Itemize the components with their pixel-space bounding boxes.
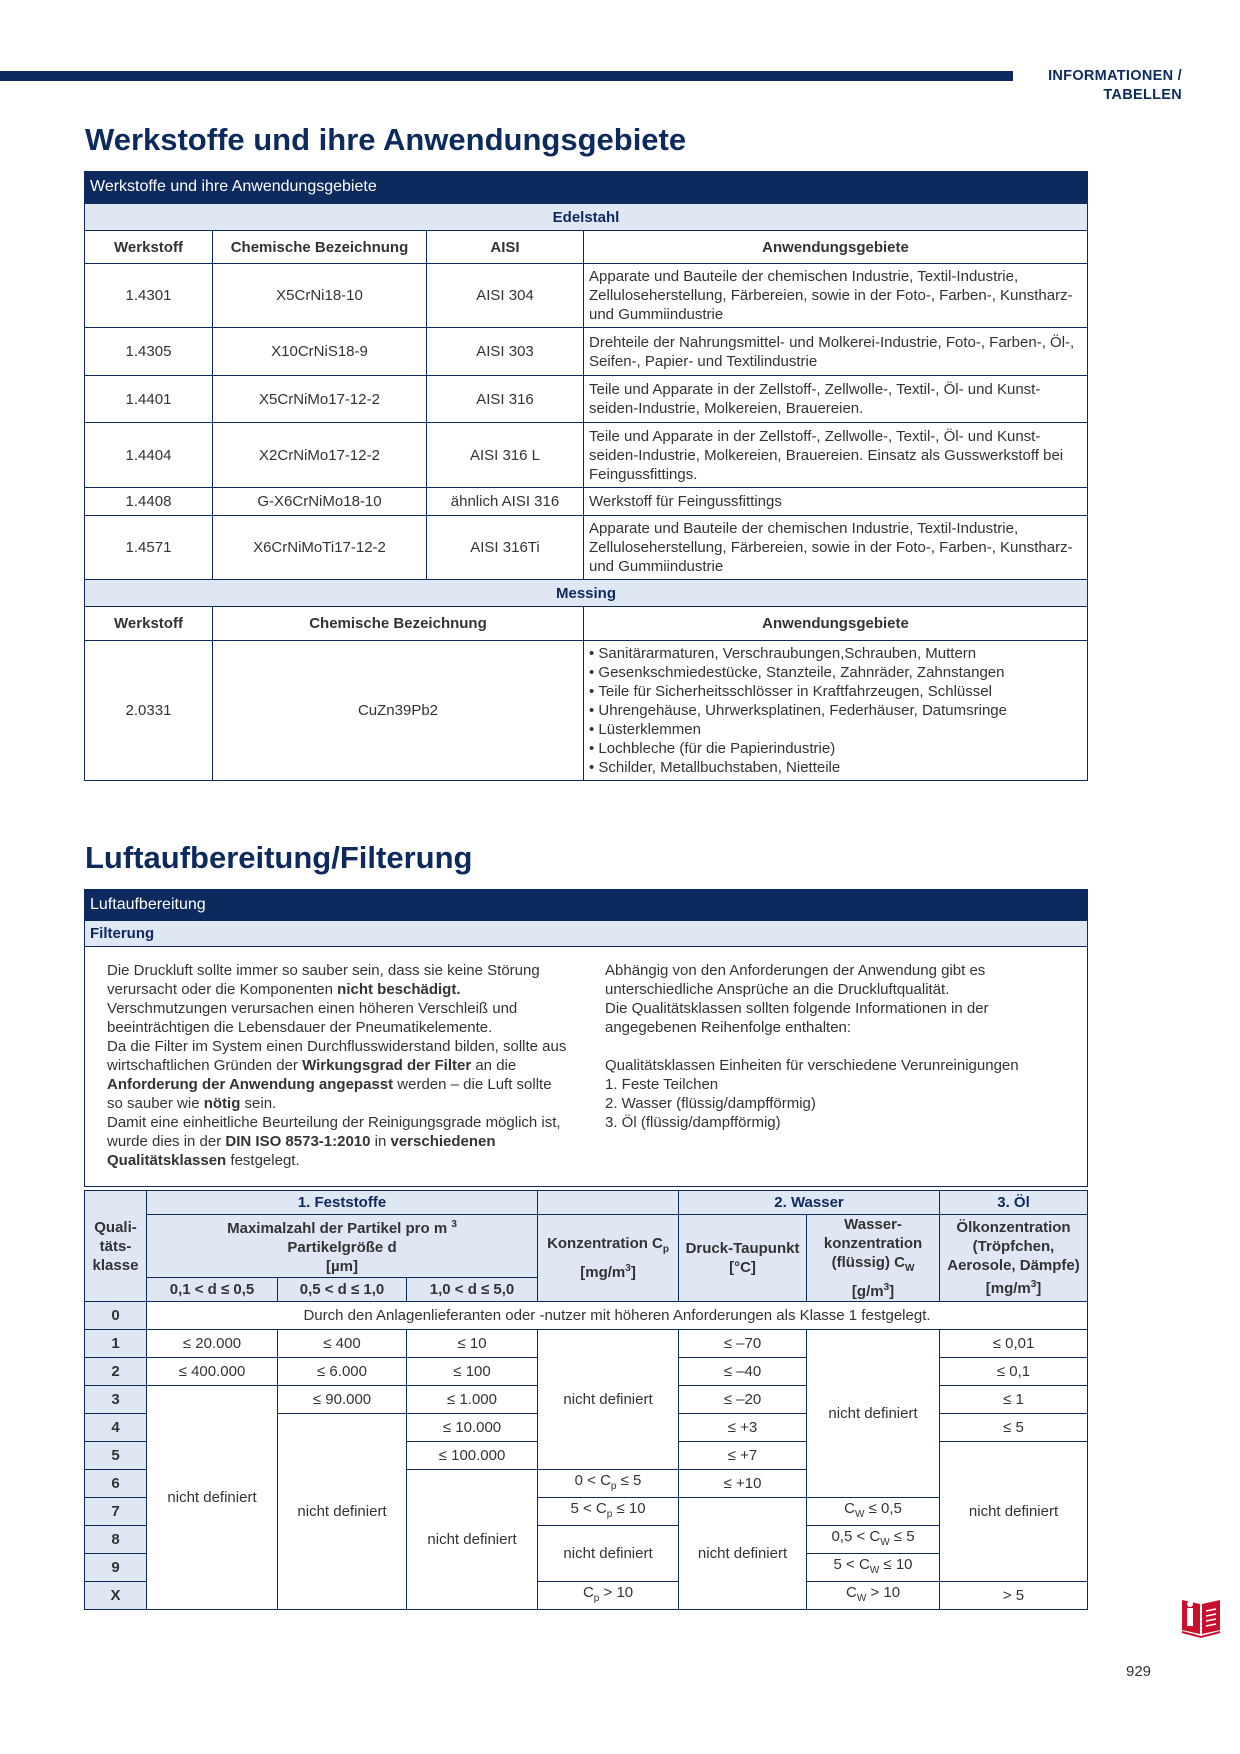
cell-chem: X5CrNiMo17-12-2 [213,376,427,423]
h-wkonz: Wasser- konzentration (flüssig) $C_W$ $[g/m^3]$ [807,1215,940,1302]
cell-chem: X2CrNiMo17-12-2 [213,423,427,488]
para-r2: Die Qualitätsklassen sollten folgende Informationen in der angegebenen Reihenfolge enthalten: [605,1000,989,1036]
cell-aisi: AISI 316Ti [427,516,584,580]
col-aisi: AISI [427,231,584,264]
page-number: 929 [1126,1663,1152,1680]
cell-w7: $C_W \le 0,5$ [807,1498,940,1526]
qk-label: Quali-täts-klasse [85,1191,147,1302]
luft-bar: Luftaufbereitung [84,889,1088,921]
col-werkstoff: Werkstoff [85,231,213,264]
cell-chem: CuZn39Pb2 [213,641,584,781]
cell-anwendung: Drehteile der Nahrungsmittel- und Molkerei-Industrie, Foto-, Farben-, Öl-, Seifen-, Papier- und Textilindustrie [584,328,1088,376]
grp-feststoffe: 1. Feststoffe [147,1191,538,1215]
row0-text: Durch den Anlagenlieferanten oder -nutzer mit höheren Anforderungen als Klasse 1 festgelegt. [147,1302,1088,1330]
class-cell: 3 [85,1386,147,1414]
cell-w8: $0,5 < C_W \le 5$ [807,1526,940,1554]
cell-werkstoff: 1.4408 [85,488,213,516]
class-cell: 2 [85,1358,147,1386]
h-d1: 0,1 < d ≤ 0,5 [147,1277,278,1301]
list-item: • Sanitärarmaturen, Verschraubungen,Schrauben, Muttern [589,644,1082,663]
table-row [85,376,1088,423]
cell-aisi: AISI 316 L [427,423,584,488]
h-d2: 0,5 < d ≤ 1,0 [278,1277,407,1301]
cell-aisi: ähnlich AISI 316 [427,488,584,516]
cell-konz7: $5 < C_p \le 10$ [538,1498,679,1526]
anwendung-list [589,644,1082,777]
class-cell: X [85,1582,147,1610]
cell-anwendung [584,641,1088,781]
werkstoffe-table-box [84,171,1088,781]
cell-wX: $C_W > 10$ [807,1582,940,1610]
filterung-right-column [605,961,1065,1170]
list-item: 2. Wasser (flüssig/dampfförmig) [605,1095,816,1112]
cell-nd-f3: nicht definiert [407,1470,538,1610]
para-1: Die Druckluft sollte immer so sauber sein, dass sie keine Störung verursacht oder die Komponenten nicht beschädigt. Verschmutzungen verursachen einen höheren Verschleiß und beeinträchtigen die Lebensdauer der Pneumatikelemente. [107,962,540,1036]
section-label [1048,67,1182,105]
class-cell: 8 [85,1526,147,1554]
cell-werkstoff: 1.4571 [85,516,213,580]
para-3: Damit eine einheitliche Beurteilung der Reinigungsgrade möglich ist, wurde dies in der DIN ISO 8573-1:2010 in verschiedenen Qualitätsklassen festgelegt. [107,1114,561,1169]
para-r1: Abhängig von den Anforderungen der Anwendung gibt es unterschiedliche Ansprüche an die Druckluftqualität. [605,962,986,998]
col-chem: Chemische Bezeichnung [213,231,427,264]
cell-anwendung: Teile und Apparate in der Zellstoff-, Zellwolle-, Textil-, Öl- und Kunstseiden-Industrie, Molkereien, Brauereien. [584,376,1088,423]
filterung-label: Filterung [84,921,1088,947]
list-item: • Gesenkschmiedestücke, Stanzteile, Zahnräder, Zahnstangen [589,663,1082,682]
col-werkstoff: Werkstoff [85,607,213,641]
cell: ≤ –70 [679,1330,807,1358]
cell-werkstoff: 1.4305 [85,328,213,376]
cell-chem: X10CrNiS18-9 [213,328,427,376]
cell-werkstoff: 1.4301 [85,264,213,328]
grp-oel: 3. Öl [940,1191,1088,1215]
messing-label: Messing [85,580,1088,607]
cell-chem: X6CrNiMoTi17-12-2 [213,516,427,580]
cell-anwendung: Werkstoff für Feingussfittings [584,488,1088,516]
filterung-text [84,947,1088,1187]
cell-aisi: AISI 304 [427,264,584,328]
section-label-line2: TABELLEN [1103,87,1182,103]
cell-aisi: AISI 303 [427,328,584,376]
cell: ≤ +3 [679,1414,807,1442]
class-cell: 6 [85,1470,147,1498]
grp-feststoffe-spacer [538,1191,679,1215]
h-oel: Ölkonzentration (Tröpfchen, Aerosole, Dämpfe) $[mg/m^3]$ [940,1215,1088,1302]
cell: > 5 [940,1582,1088,1610]
header-bar [0,71,1013,81]
table-row [85,264,1088,328]
col-anwendung: Anwendungsgebiete [584,231,1088,264]
cell: ≤ 0,1 [940,1358,1088,1386]
cell-chem: X5CrNi18-10 [213,264,427,328]
cell: ≤ 5 [940,1414,1088,1442]
cell-nd-tau: nicht definiert [679,1498,807,1610]
para-2: Da die Filter im System einen Durchflusswiderstand bilden, sollte aus wirtschaftlichen Gründen der Wirkungsgrad der Filter an die Anforderung der Anwendung angepasst werden – die Luft sollte so sauber wie nötig sein. [107,1038,567,1112]
cell: ≤ +7 [679,1442,807,1470]
cell-werkstoff: 2.0331 [85,641,213,781]
table-row [85,488,1088,516]
cell-nd-wasser: nicht definiert [807,1330,940,1498]
grp-wasser: 2. Wasser [679,1191,940,1215]
cell-anwendung: Teile und Apparate in der Zellstoff-, Zellwolle-, Textil-, Öl- und Kunstseiden-Industrie, Molkereien, Brauereien. Einsatz als Gusswerkstoff bei Feingussfittings. [584,423,1088,488]
cell-aisi: AISI 316 [427,376,584,423]
h-konz: Konzentration $C_p$ $[mg/m^3]$ [538,1215,679,1302]
cell-werkstoff: 1.4401 [85,376,213,423]
cell: ≤ 400.000 [147,1358,278,1386]
cell: ≤ 100 [407,1358,538,1386]
table-row [85,516,1088,580]
cell: ≤ 0,01 [940,1330,1088,1358]
edelstahl-label: Edelstahl [85,204,1088,231]
cell-nd-f2: nicht definiert [278,1414,407,1610]
cell-anwendung: Apparate und Bauteile der chemischen Industrie, Textil-Industrie, Zelluloseherstellung, Färbereien, sowie in der Foto-, Farben-, Kunstharz- und Gummiindustrie [584,264,1088,328]
cell-nd-konz: nicht definiert [538,1330,679,1470]
cell-chem: G-X6CrNiMo18-10 [213,488,427,516]
table-row [85,423,1088,488]
h-taupunkt: Druck-Taupunkt [°C] [679,1215,807,1302]
werkstoffe-heading: Werkstoffe und ihre Anwendungsgebiete [85,122,687,157]
cell: ≤ 400 [278,1330,407,1358]
class-cell: 9 [85,1554,147,1582]
table-row [85,1302,1088,1330]
table-row [85,1330,1088,1358]
luft-box [84,889,1088,1187]
class-cell: 0 [85,1302,147,1330]
class-cell: 1 [85,1330,147,1358]
col-chem: Chemische Bezeichnung [213,607,584,641]
cell: ≤ 100.000 [407,1442,538,1470]
info-book-icon[interactable] [1180,1594,1222,1643]
class-cell: 5 [85,1442,147,1470]
list-item: 3. Öl (flüssig/dampfförmig) [605,1114,781,1131]
qualitaet-table-box [84,1190,1088,1610]
cell: ≤ 1.000 [407,1386,538,1414]
h-d3: 1,0 < d ≤ 5,0 [407,1277,538,1301]
qualitaet-table [84,1190,1088,1610]
list-item: • Uhrengehäuse, Uhrwerksplatinen, Federhäuser, Datumsringe [589,701,1082,720]
section-label-line1: INFORMATIONEN / [1048,68,1182,84]
cell: ≤ –40 [679,1358,807,1386]
col-anwendung: Anwendungsgebiete [584,607,1088,641]
list-item: • Schilder, Metallbuchstaben, Nietteile [589,758,1082,777]
class-cell: 7 [85,1498,147,1526]
cell: ≤ 6.000 [278,1358,407,1386]
filterung-left-column [107,961,567,1170]
cell: ≤ 90.000 [278,1386,407,1414]
luft-heading: Luftaufbereitung/Filterung [85,840,473,875]
cell: ≤ 20.000 [147,1330,278,1358]
cell: ≤ 10.000 [407,1414,538,1442]
class-cell: 4 [85,1414,147,1442]
cell: ≤ 10 [407,1330,538,1358]
cell-konzX: $C_p > 10$ [538,1582,679,1610]
table-row [85,641,1088,781]
cell: ≤ 1 [940,1386,1088,1414]
cell-werkstoff: 1.4404 [85,423,213,488]
list-item: • Teile für Sicherheitsschlösser in Kraftfahrzeugen, Schlüssel [589,682,1082,701]
cell: ≤ –20 [679,1386,807,1414]
cell-anwendung: Apparate und Bauteile der chemischen Industrie, Textil-Industrie, Zelluloseherstellung, Färbereien, sowie in der Foto-, Farben-, Kunstharz- und Gummiindustrie [584,516,1088,580]
cell-w9: $5 < C_W \le 10$ [807,1554,940,1582]
cell-nd-oel: nicht definiert [940,1442,1088,1582]
cell-konz6: $0 < C_p \le 5$ [538,1470,679,1498]
cell-nd-f1: nicht definiert [147,1386,278,1610]
para-r3: Qualitätsklassen Einheiten für verschiedene Verunreinigungen [605,1057,1019,1074]
list-item: • Lüsterklemmen [589,720,1082,739]
h-maxzahl: Maximalzahl der Partikel pro m $^3$ Partikelgröße d [µm] [147,1215,538,1278]
werkstoffe-bar: Werkstoffe und ihre Anwendungsgebiete [84,171,1088,203]
cell: ≤ +10 [679,1470,807,1498]
list-item: 1. Feste Teilchen [605,1076,719,1093]
cell-nd-konz89: nicht definiert [538,1526,679,1582]
werkstoffe-table [84,203,1088,781]
list-item: • Lochbleche (für die Papierindustrie) [589,739,1082,758]
table-row [85,328,1088,376]
